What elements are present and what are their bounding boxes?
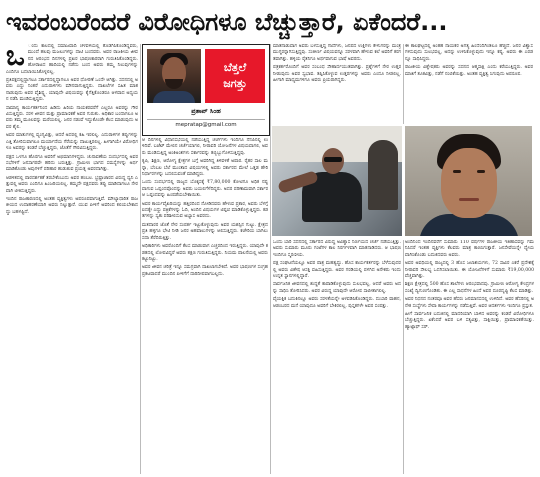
paragraph: ರಾಜಕೀಯ ವಿಶ್ಲೇಷಕರು ಅವರನ್ನು ಸದನದ ಆತ್ಮಸಾಕ್ಷಿ ಎಂದು ಕರೆಯುತ್ತಿದ್ದರು. ಅವರ ಮಾತಿಗೆ ತೂಕವಿತ್ತು, ನಡೆಗೆ ನಂಬಿಕೆಯಿತ್ತು. ಅಂತಹ ವ್ಯಕ್ತಿತ್ವ ಸಿಗುವುದು ಅಪರೂಪ. <box>405 65 533 77</box>
column-name-line1: ಬೆತ್ತಲೆ <box>223 61 247 74</box>
paragraph: ಅವರ ಜೀವನ ಚರಿತ್ರೆ ಇನ್ನೂ ಸಮಗ್ರವಾಗಿ ದಾಖಲಾಗಬೇಕಿದೆ. ಅವರ ಭಾಷಣಗಳ ಸಂಗ್ರಹ ಪ್ರಕಟವಾದರೆ ಮುಂದಿನ ಪೀಳಿಗೆಗೆ ದಾರಿದೀಪವಾಗಬಲ್ಲದು. <box>142 265 268 277</box>
author-photo <box>147 49 201 103</box>
paragraph: ವೈಯಕ್ತಿಕ ಬದುಕಿನಲ್ಲೂ ಅವರು ಸರಳತೆಯನ್ನೇ ಅಳವಡಿಸಿಕೊಂಡಿದ್ದರು. ದುಬಾರಿ ವಾಹನ, ಆಡಂಬರದ ಮನೆ ಯಾವುದೂ ಅವರಿಗೆ ಬೇಕಿರಲಿಲ್ಲ. ಪುಸ್ತಕಗಳೇ ಅವರ ಸಂಪತ್ತು. <box>273 297 401 309</box>
article-column-6 <box>405 240 534 474</box>
paragraph: ಅಧಿಕಾರಿಗಳು ಅವರೊಂದಿಗೆ ಕೆಲಸ ಮಾಡುವಾಗ ಎಚ್ಚರದಿಂದ ಇರುತ್ತಿದ್ದರು. ಯಾವುದೇ ಕಡತದಲ್ಲಿ ಲೋಪವಿದ್ದರೆ ಅವರು ತಕ್ಷಣ ಗುರುತಿಸುತ್ತಿದ್ದರು. ನಿಯಮ ಪಾಲನೆಯಲ್ಲಿ ಅವರು ಕಟ್ಟುನಿಟ್ಟು. <box>142 244 268 262</box>
paragraph: ಂದು ಕಾಲದಲ್ಲಿ ಸಮಾಜವಾದಿ ಚಳವಳಿಯಲ್ಲಿ ತೊಡಗಿಸಿಕೊಂಡಿದ್ದವರು, ಮುಂದೆ ಹಲವು ಮಜಲುಗಳನ್ನು ದಾಟಿ ಬಂದವರು. ಅವರ ರಾಜಕೀಯ ಜೀವನದ ಆರಂಭದ ದಿನಗಳಲ್ಲಿ ಪ್ರಖರ ಭಾಷಣಕಾರರಾಗಿ ಗುರುತಿಸಿಕೊಂಡಿದ್ದರು. ಹೋರಾಟದ ಹಾದಿಯಲ್ಲಿ ನಡೆದು ಬಂದ ಅವರು ತಮ್ಮ ನಿಲುವುಗಳನ್ನು ಎಂದಿಗೂ ಬದಲಾಯಿಸಿಕೊಳ್ಳಲಿಲ್ಲ. <box>6 44 138 75</box>
headline: ಇವರಂಬರೆಂದರೆ ವಿರೋಧಿಗಳೂ ಬೆಚ್ಚುತ್ತಾರೆ, ಏಕೆಂದರೆ... <box>6 8 448 36</box>
article-column-1 <box>6 44 138 474</box>
paragraph: ಅವರ ನಿಧನದ ನಂತರವೂ ಅವರ ಹೆಸರು ಜನಮಾನಸದಲ್ಲಿ ಉಳಿದಿದೆ. ಅವರ ಹೆಸರಿನಲ್ಲಿ ಅನೇಕ ಸಂಸ್ಥೆಗಳು ಸೇವಾ ಕಾರ್ಯಗಳನ್ನು ನಡೆಸುತ್ತಿವೆ. ಅವರ ಆದರ್ಶಗಳು ಇಂದಿಗೂ ಪ್ರಸ್ತುತ. <box>405 297 534 309</box>
article-column-2 <box>142 138 268 474</box>
paragraph: ಅವರ ಮಾತುಗಳಲ್ಲಿ ವ್ಯಂಗ್ಯವಿತ್ತು, ಆದರೆ ಅದರಲ್ಲಿ ಕಹಿ ಇರಲಿಲ್ಲ. ಎದುರಾಳಿಗಳ ತಪ್ಪುಗಳನ್ನು ಎತ್ತಿ ತೋರಿಸುವಾಗಲೂ ಮರ್ಯಾದೆಯ ಗೆರೆಯನ್ನು ದಾಟುತ್ತಿರಲಿಲ್ಲ. ಹೀಗಾಗಿಯೇ ವಿರೋಧಿಗಳೂ ಅವರನ್ನು ಕಂಡರೆ ಬೆಚ್ಚುತ್ತಿದ್ದರು, ಜೊತೆಗೆ ಗೌರವಿಸುತ್ತಿದ್ದರು. <box>6 133 138 152</box>
paragraph: ಶಿಕ್ಷಣ ಕ್ಷೇತ್ರದಲ್ಲಿ 500 ಹೊಸ ಶಾಲೆಗಳು ಆರಂಭವಾದವು. ಗ್ರಾಮೀಣ ಆರೋಗ್ಯ ಕೇಂದ್ರಗಳ ಸಂಖ್ಯೆ ದ್ವಿಗುಣಗೊಂಡಿತು. ಈ ಎಲ್ಲ ಸಾಧನೆಗಳ ಹಿಂದೆ ಅವರ ದೂರದೃಷ್ಟಿ ಕೆಲಸ ಮಾಡಿತ್ತು. <box>405 282 534 294</box>
article-photo <box>272 126 402 236</box>
paragraph: ಮಾತನಾಡುವಾಗ ಅವರು ಬಳಸುತ್ತಿದ್ದ ಗಾದೆಗಳು, ಜನಪದ ಉಕ್ತಿಗಳು ಕೇಳುಗರನ್ನು ಮಂತ್ರಮುಗ್ಧರನ್ನಾಗಿಸುತ್ತಿದ್ದವು. ಸಂಕೀರ್ಣ ವಿಷಯವನ್ನೂ ಸರಳವಾಗಿ ಹೇಳುವ ಕಲೆ ಅವರಿಗೆ ಕರಗತವಾಗಿತ್ತು. ಹಳ್ಳಿಯ ರೈತನಿಗೂ ಅರ್ಥವಾಗುವ ಭಾಷೆ ಅವರದು. <box>273 44 401 62</box>
paragraph: ಅವರ ಕಾರ್ಯವೈಖರಿಯನ್ನು ಹತ್ತಿರದಿಂದ ನೋಡಿದವರು ಹೇಳುವ ಪ್ರಕಾರ, ಅವರು ಬೆಳಗ್ಗೆ ಐದಕ್ಕೇ ಎದ್ದು ಪತ್ರಿಕೆಗಳನ್ನು ಓದಿ, ಅಂದಿನ ವಿಷಯಗಳ ಟಿಪ್ಪಣಿ ಮಾಡಿಕೊಳ್ಳುತ್ತಿದ್ದರು. ಕಡತಗಳನ್ನು ಸ್ವತಃ ಪರಿಶೀಲಿಸುವ ಅಭ್ಯಾಸ ಅವರದು. <box>142 201 268 220</box>
paragraph: ಹೀಗೆ ಸಾರ್ವಜನಿಕ ಬದುಕಿನಲ್ಲಿ ಮಾದರಿಯಾಗಿ ಬಾಳಿದ ಅವರನ್ನು ಕಂಡರೆ ವಿರೋಧಿಗಳೂ ಬೆಚ್ಚುತ್ತಿದ್ದರು. ಏಕೆಂದರೆ ಅವರ ಬಳಿ ಸತ್ಯವಿತ್ತು, ಸಾಕ್ಷಿಯಿತ್ತು, ಪ್ರಾಮಾಣಿಕತೆಯಿತ್ತು. ಹ್ಯಾಟ್ಸಾಫ್ ಸರ್. <box>405 312 534 330</box>
article-column-5 <box>273 240 401 474</box>
paragraph: ಪ್ರತಿಪಕ್ಷದಲ್ಲಿದ್ದಾಗಲೂ ಸರ್ಕಾರದಲ್ಲಿದ್ದಾಗಲೂ ಅವರ ಧೋರಣೆ ಒಂದೇ ಆಗಿತ್ತು. ಸದನದಲ್ಲಿ ಅವರು ಎದ್ದು ನಿಂತರೆ ಎದುರಾಳಿಗಳು ಮೌನವಾಗುತ್ತಿದ್ದರು. ದಾಖಲೆಗಳ ಸಹಿತ ಮಾತನಾಡುವುದು ಅವರ ವೈಶಿಷ್ಟ್ಯ. ಯಾವುದೇ ವಿಷಯವನ್ನು ಕೈಗೆತ್ತಿಕೊಂಡರೂ ಆಳವಾದ ಅಧ್ಯಯನ ನಡೆಸಿ ಮಂಡಿಸುತ್ತಿದ್ದರು. <box>6 78 138 103</box>
column-name-banner <box>205 49 265 103</box>
paragraph: ಪಕ್ಷ ಸಂಘಟನೆಯಲ್ಲೂ ಅವರ ಪಾತ್ರ ಮಹತ್ವದ್ದು. ಹೊಸ ಕಾರ್ಯಕರ್ತರನ್ನು ಬೆಳೆಸುವುದರಲ್ಲಿ ಅವರು ವಿಶೇಷ ಆಸಕ್ತಿ ವಹಿಸುತ್ತಿದ್ದರು. ಅವರ ಗರಡಿಯಲ್ಲಿ ಪಳಗಿದ ಅನೇಕರು ಇಂದು ಉನ್ನತ ಸ್ಥಾನಗಳಲ್ಲಿದ್ದಾರೆ. <box>273 261 401 280</box>
paragraph: ಈ ಕಾಲಘಟ್ಟದಲ್ಲಿ ಅಂತಹ ನಾಯಕರ ಅಗತ್ಯ ಹಿಂದೆಂದಿಗಿಂತಲೂ ಹೆಚ್ಚಿದೆ. ಜನರ ವಿಶ್ವಾಸ ಗಳಿಸುವುದು ಸುಲಭವಲ್ಲ, ಅದನ್ನು ಉಳಿಸಿಕೊಳ್ಳುವುದು ಇನ್ನೂ ಕಷ್ಟ. ಅವರು ಈ ಎರಡನ್ನೂ ಸಾಧಿಸಿದ್ದರು. <box>405 44 533 62</box>
article-column-3 <box>273 44 401 124</box>
paragraph: ಅಂದಿನಿಂದ ಇಂದಿನವರೆಗೆ ಸುಮಾರು 110 ವರ್ಷಗಳ ರಾಜಕೀಯ ಇತಿಹಾಸವನ್ನು ಗಮನಿಸಿದರೆ ಇಂತಹ ವ್ಯಕ್ತಿಗಳು ಕೆಲವರು ಮಾತ್ರ ಕಾಣಸಿಗುತ್ತಾರೆ. ಜನಸೇವೆಯನ್ನೇ ಧ್ಯೇಯವಾಗಿಸಿಕೊಂಡು ಬದುಕಿದವರು ಅವರು. <box>405 240 534 258</box>
author-email: mepratap@gmail.com <box>147 119 265 130</box>
article-column-4 <box>405 44 533 124</box>
author-name: ಪ್ರತಾಪ್ ಸಿಂಹ <box>191 107 221 115</box>
paragraph: ಸಾರ್ವಜನಿಕ ಜೀವನದಲ್ಲಿ ಶುದ್ಧತೆ ಕಾಪಾಡಿಕೊಳ್ಳುವುದು ಸುಲಭವಲ್ಲ. ಆದರೆ ಅವರು ಅದನ್ನು ಸಾಧಿಸಿ ತೋರಿಸಿದರು. ಅವರ ವಿರುದ್ಧ ಯಾವುದೇ ಆರೋಪ ಸಾಬೀತಾಗಲಿಲ್ಲ. <box>273 282 401 294</box>
column-name-line2: ಜಗತ್ತು <box>223 77 247 90</box>
paragraph: ಸಾಮಾನ್ಯ ಕಾರ್ಯಕರ್ತನಿಂದ ಹಿಡಿದು ಹಿರಿಯ ನಾಯಕರವರೆಗೆ ಎಲ್ಲರೂ ಅವರನ್ನು ಗೌರವಿಸುತ್ತಿದ್ದರು. ಸರಳ ಜೀವನ ಮತ್ತು ಪ್ರಾಮಾಣಿಕತೆ ಅವರ ಗುರುತು. ಅಧಿಕಾರ ಬಂದಾಗಲೂ ಅವರು ತಮ್ಮ ಮೂಲವನ್ನು ಮರೆಯಲಿಲ್ಲ. ಜನರ ನಡುವೆ ಇದ್ದುಕೊಂಡೇ ಕೆಲಸ ಮಾಡುವುದು ಅವರ ಶೈಲಿ. <box>6 105 138 130</box>
column-byline-box <box>142 44 270 136</box>
portrait-photo <box>405 126 532 236</box>
column-divider <box>140 44 141 474</box>
paragraph: ಮತದಾರರ ಜೊತೆ ನೇರ ಸಂಪರ್ಕ ಇಟ್ಟುಕೊಳ್ಳುವುದು ಅವರ ಯಶಸ್ಸಿನ ಗುಟ್ಟು. ಕ್ಷೇತ್ರದ ಪ್ರತಿ ಹಳ್ಳಿಗೂ ಭೇಟಿ ನೀಡಿ ಜನರ ಅಹವಾಲುಗಳನ್ನು ಆಲಿಸುತ್ತಿದ್ದರು. ಕಚೇರಿಯ ಬಾಗಿಲು ಸದಾ ತೆರೆದಿರುತ್ತಿತ್ತು. <box>142 222 268 241</box>
paragraph: ಅವರ ಅವಧಿಯಲ್ಲಿ ರಾಜ್ಯದಲ್ಲಿ 3 ಹೊಸ ಜಲಾಶಯಗಳು, 72 ಸಾವಿರ ಎಕರೆ ಪ್ರದೇಶಕ್ಕೆ ನೀರಾವರಿ ಸೌಲಭ್ಯ ಒದಗಿಸಲಾಯಿತು. ಈ ಯೋಜನೆಗಳಿಗೆ ಸುಮಾರು ₹19,00,000 ವೆಚ್ಚವಾಗಿತ್ತು. <box>405 261 534 280</box>
paragraph: ಒಂದು ಸಂದರ್ಭದಲ್ಲಿ ರಾಜ್ಯದ ಬೊಕ್ಕಸಕ್ಕೆ ₹7,80,000 ಕೋಟಿಗೂ ಅಧಿಕ ನಷ್ಟವಾಗುವ ಒಪ್ಪಂದವೊಂದನ್ನು ಅವರು ಬಯಲಿಗೆಳೆದಿದ್ದರು. ಅದರ ಪರಿಣಾಮವಾಗಿ ಸರ್ಕಾರ ಆ ಒಪ್ಪಂದವನ್ನು ಹಿಂಪಡೆಯಬೇಕಾಯಿತು. <box>142 180 268 199</box>
paragraph: ಪಕ್ಷದ ಒಳಗೂ ಹೊರಗೂ ಅವರಿಗೆ ಅಭಿಮಾನಿಗಳಿದ್ದರು. ಚುನಾವಣೆಯ ಸಂದರ್ಭದಲ್ಲಿ ಅವರ ಸಭೆಗಳಿಗೆ ಜನಸಾಗರವೇ ಹರಿದು ಬರುತ್ತಿತ್ತು. ಗ್ರಾಮೀಣ ಭಾಗದ ಸಮಸ್ಯೆಗಳನ್ನು ಅರ್ಥ ಮಾಡಿಕೊಂಡು ಅವುಗಳಿಗೆ ಪರಿಹಾರ ಹುಡುಕುವ ಪ್ರಯತ್ನ ಅವರದಾಗಿತ್ತು. <box>6 154 138 173</box>
paragraph: ಇಂದಿನ ರಾಜಕಾರಣದಲ್ಲಿ ಅಂತಹ ವ್ಯಕ್ತಿತ್ವಗಳು ಅಪರೂಪವಾಗುತ್ತಿವೆ. ಮೌಲ್ಯಾಧಾರಿತ ರಾಜಕೀಯದ ಉದಾಹರಣೆಯಾಗಿ ಅವರು ನಿಲ್ಲುತ್ತಾರೆ. ಯುವ ಪೀಳಿಗೆ ಅವರಿಂದ ಕಲಿಯಬೇಕಾದದ್ದು ಬಹಳಷ್ಟಿದೆ. <box>6 196 138 215</box>
column-divider <box>403 240 404 474</box>
paragraph: ಆಡಳಿತದಲ್ಲಿ ಪಾರದರ್ಶಕತೆ ತರಬೇಕೆಂಬುದು ಅವರ ಹಂಬಲ. ಭ್ರಷ್ಟಾಚಾರದ ವಿರುದ್ಧ ಧ್ವನಿ ಎತ್ತುವಲ್ಲಿ ಅವರು ಎಂದಿಗೂ ಹಿಂಜರಿಯಲಿಲ್ಲ. ತಮ್ಮದೇ ಪಕ್ಷದವರು ತಪ್ಪು ಮಾಡಿದಾಗಲೂ ನೇರವಾಗಿ ಟೀಕಿಸುತ್ತಿದ್ದರು. <box>6 175 138 194</box>
column-divider <box>270 44 271 474</box>
drop-cap: ಒ <box>6 44 25 72</box>
paragraph: ಕೃಷಿ, ಶಿಕ್ಷಣ, ಆರೋಗ್ಯ ಕ್ಷೇತ್ರಗಳ ಬಗ್ಗೆ ಅವರಿಗಿದ್ದ ತಿಳಿವಳಿಕೆ ಅಪಾರ. ರೈತರ ಸಾಲ ಮನ್ನಾ, ಬೆಂಬಲ ಬೆಲೆ ಮುಂತಾದ ವಿಷಯಗಳಲ್ಲಿ ಅವರು ಸರ್ಕಾರದ ಮೇಲೆ ಒತ್ತಡ ಹೇರಿ ನಿರ್ಧಾರಗಳನ್ನು ಬದಲಿಸುವಂತೆ ಮಾಡಿದ್ದರು. <box>142 159 268 178</box>
paragraph: ಒಂದು ಬಾರಿ ಸದನದಲ್ಲಿ ಸರ್ಕಾರದ ವಿರುದ್ಧ ಅವಿಶ್ವಾಸ ನಿರ್ಣಯದ ಚರ್ಚೆ ನಡೆಯುತ್ತಿತ್ತು. ಅವರು ಸುಮಾರು ಮೂರು ಗಂಟೆಗಳ ಕಾಲ ನಿರರ್ಗಳವಾಗಿ ಮಾತನಾಡಿದರು. ಆ ಭಾಷಣ ಇಂದಿಗೂ ಸ್ಮರಣೀಯ. <box>273 240 401 258</box>
paragraph: ಆ ದಿನಗಳಲ್ಲಿ ವಿಧಾನಸಭೆಯಲ್ಲಿ ನಡೆಯುತ್ತಿದ್ದ ಚರ್ಚೆಗಳು ಇಂದಿಗೂ ನೆನಪಿನಲ್ಲಿ ಉಳಿದಿವೆ. ಬಜೆಟ್ ಮೇಲಿನ ಚರ್ಚೆಯಾಗಲಿ, ನೀರಾವರಿ ಯೋಜನೆಗಳ ವಿಷಯವಾಗಲಿ, ಅವರು ಮಂಡಿಸುತ್ತಿದ್ದ ಅಂಕಿಅಂಶಗಳು ಸರ್ಕಾರವನ್ನು ತಬ್ಬಿಬ್ಬುಗೊಳಿಸುತ್ತಿದ್ದವು. <box>142 138 268 156</box>
column-divider <box>403 44 404 124</box>
paragraph: ಪತ್ರಕರ್ತರೊಂದಿಗೆ ಅವರ ಸಂಬಂಧ ಸೌಹಾರ್ದಯುತವಾಗಿತ್ತು. ಪ್ರಶ್ನೆಗಳಿಗೆ ನೇರ ಉತ್ತರ ನೀಡುವುದು ಅವರ ಸ್ವಭಾವ. ತಪ್ಪಿಸಿಕೊಳ್ಳುವ ಉತ್ತರಗಳನ್ನು ಅವರು ಎಂದೂ ನೀಡಲಿಲ್ಲ. ಹೀಗಾಗಿ ಮಾಧ್ಯಮಗಳಿಗೂ ಅವರು ಪ್ರಿಯರಾಗಿದ್ದರು. <box>273 65 401 84</box>
